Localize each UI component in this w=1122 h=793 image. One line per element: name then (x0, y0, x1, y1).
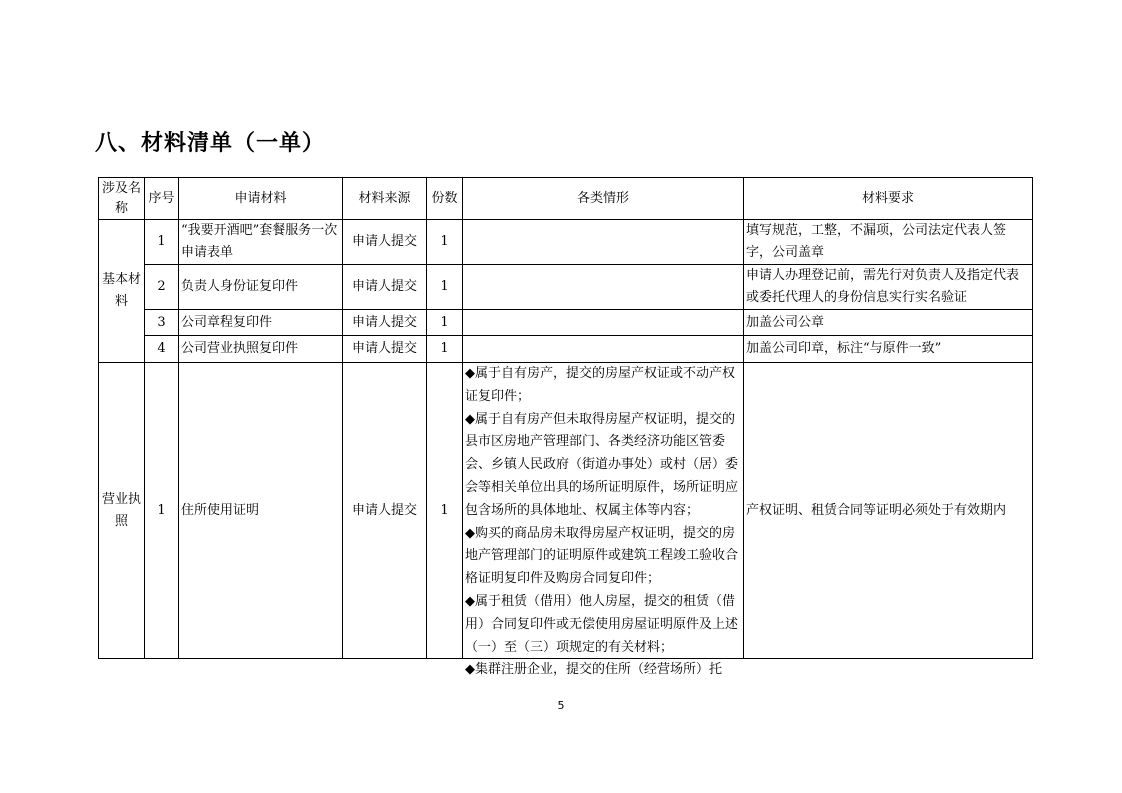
materials-table (98, 177, 1033, 678)
requirement-cell: 加盖公司印章，标注“与原件一致” (744, 336, 1033, 363)
index-cell: 3 (145, 310, 179, 336)
header-requirements: 材料要求 (744, 178, 1033, 220)
page-title: 八、材料清单（一单） (95, 131, 326, 156)
source-cell: 申请人提交 (343, 363, 427, 659)
index-cell: 4 (145, 336, 179, 363)
situation-item: ◆属于租赁（借用）他人房屋，提交的租赁（借用）合同复印件或无偿使用房屋证明原件及上述（一）至（三）项规定的有关材料； (465, 593, 739, 655)
index-cell: 1 (145, 220, 179, 265)
material-cell: 公司章程复印件 (179, 310, 343, 336)
situation-cell (463, 336, 744, 363)
source-cell: 申请人提交 (343, 310, 427, 336)
copies-cell: 1 (427, 363, 463, 659)
table-header-row (99, 178, 1033, 220)
category-cell: 基本材料 (99, 220, 145, 363)
requirement-cell: 申请人办理登记前，需先行对负责人及指定代表或委托代理人的身份信息实行实名验证 (744, 265, 1033, 310)
situation-cell (463, 310, 744, 336)
copies-cell: 1 (427, 265, 463, 310)
situation-cell (463, 265, 744, 310)
page-number: 5 (557, 699, 565, 712)
copies-cell: 1 (427, 336, 463, 363)
copies-cell: 1 (427, 220, 463, 265)
header-material: 申请材料 (179, 178, 343, 220)
table-row (99, 265, 1033, 310)
source-cell: 申请人提交 (343, 336, 427, 363)
header-category: 涉及名称 (99, 178, 145, 220)
requirement-cell: 加盖公司公章 (744, 310, 1033, 336)
table-row (99, 363, 1033, 659)
situation-list (465, 363, 741, 678)
header-index: 序号 (145, 178, 179, 220)
material-cell: 住所使用证明 (179, 363, 343, 659)
table-row (99, 310, 1033, 336)
table-row (99, 220, 1033, 265)
copies-cell: 1 (427, 310, 463, 336)
source-cell: 申请人提交 (343, 265, 427, 310)
index-cell: 2 (145, 265, 179, 310)
material-cell: “我要开酒吧”套餐服务一次申请表单 (179, 220, 343, 265)
index-cell: 1 (145, 363, 179, 659)
header-copies: 份数 (427, 178, 463, 220)
source-cell: 申请人提交 (343, 220, 427, 265)
situation-item: ◆属于自有房产但未取得房屋产权证明，提交的县市区房地产管理部门、各类经济功能区管委会、乡镇人民政府（街道办事处）或村（居）委会等相关单位出具的场所证明原件，场所证明应包含场所的具体地址、权属主体等内容； (465, 411, 739, 518)
situation-item: ◆属于自有房产，提交的房屋产权证或不动产权证复印件； (465, 366, 735, 404)
header-situations: 各类情形 (463, 178, 744, 220)
header-source: 材料来源 (343, 178, 427, 220)
situation-item: ◆购买的商品房未取得房屋产权证明，提交的房地产管理部门的证明原件或建筑工程竣工验收合格证明复印件及购房合同复印件； (465, 525, 739, 587)
situation-item: ◆集群注册企业，提交的住所（经营场所）托 (465, 662, 722, 678)
table-row (99, 336, 1033, 363)
situation-cell (463, 220, 744, 265)
material-cell: 负责人身份证复印件 (179, 265, 343, 310)
category-cell: 营业执照 (99, 363, 145, 659)
requirement-cell: 产权证明、租赁合同等证明必须处于有效期内 (744, 363, 1033, 659)
material-cell: 公司营业执照复印件 (179, 336, 343, 363)
requirement-cell: 填写规范，工整，不漏项，公司法定代表人签字，公司盖章 (744, 220, 1033, 265)
situation-cell (463, 363, 744, 678)
